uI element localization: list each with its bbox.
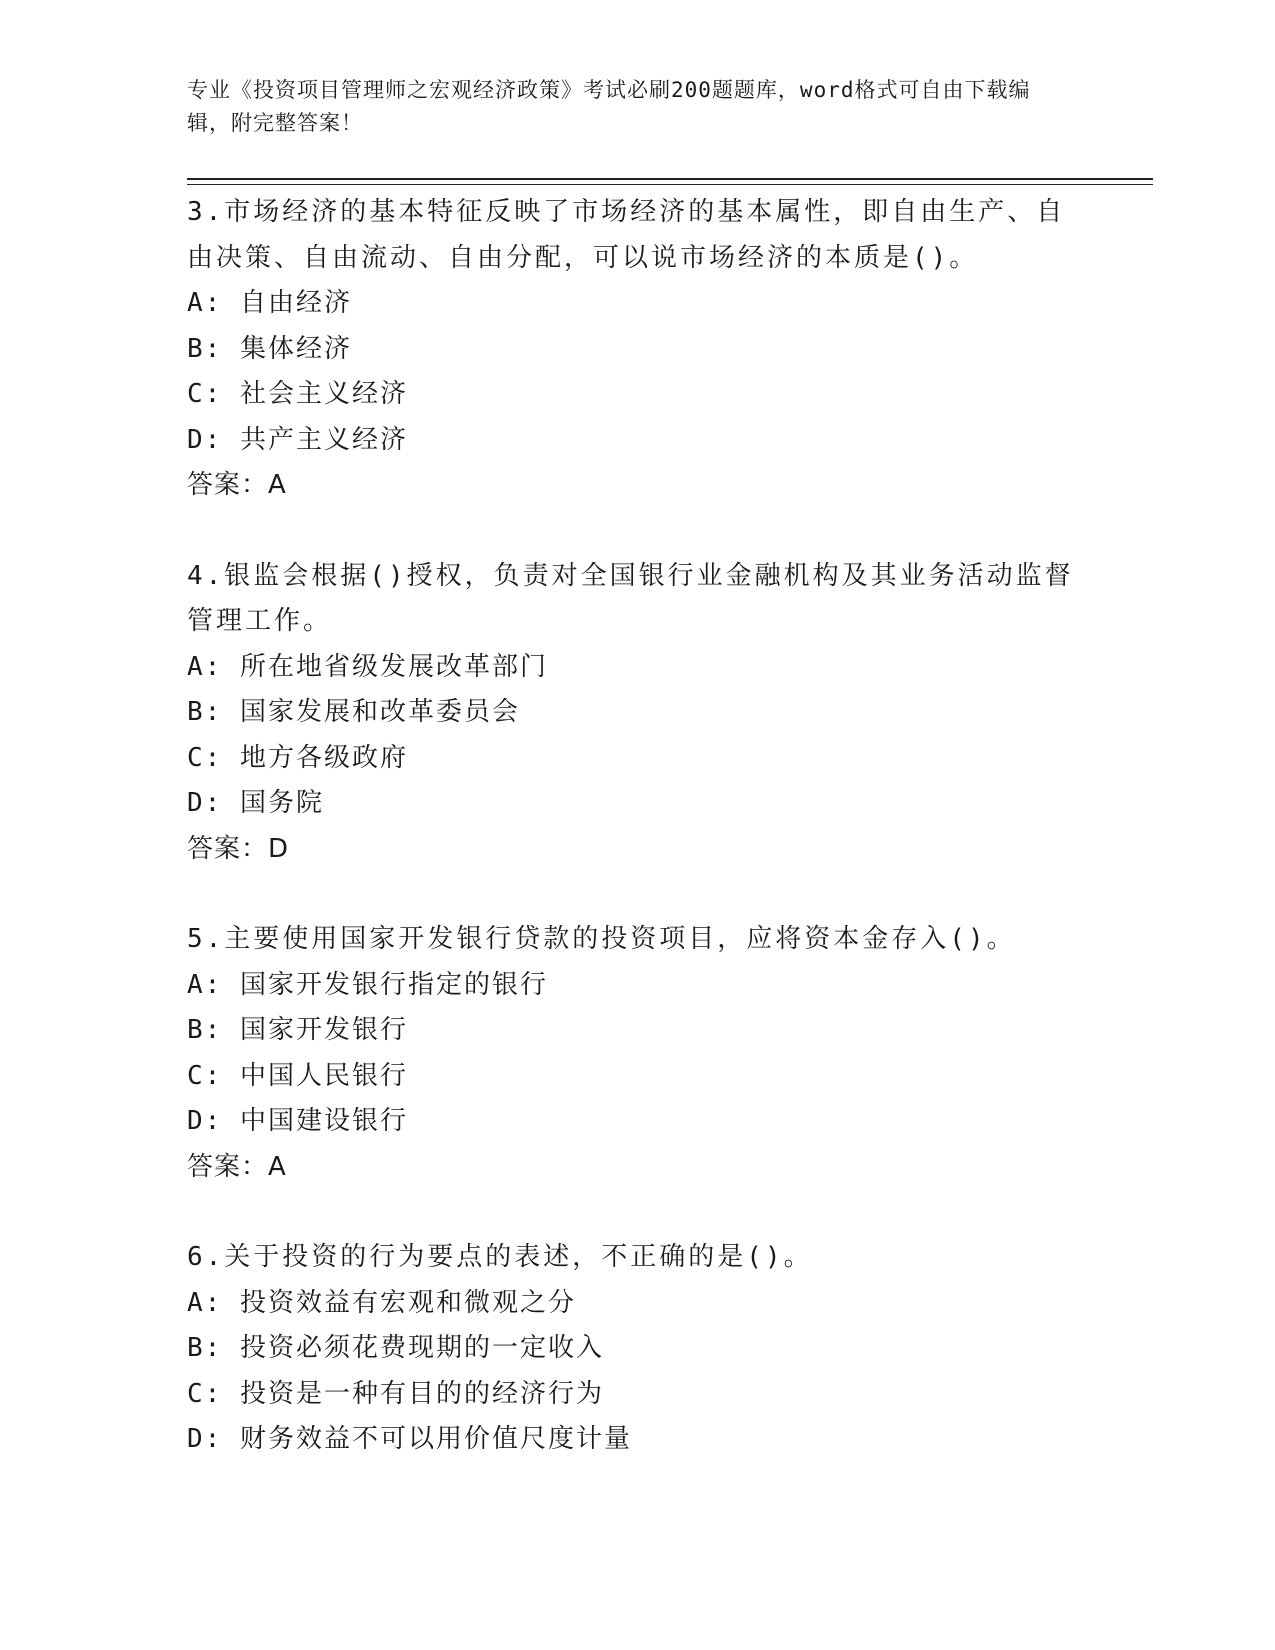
option-d: D: 共产主义经济: [187, 424, 408, 455]
option-c: C: 中国人民银行: [187, 1060, 408, 1091]
question-stem: 4.银监会根据()授权，负责对全国银行业金融机构及其业务活动监督管理工作。: [187, 560, 1074, 636]
question-list: [187, 190, 1087, 1508]
option-a: A: 国家开发银行指定的银行: [187, 969, 548, 1000]
question-3: [187, 190, 1087, 509]
option-b: B: 集体经济: [187, 333, 352, 364]
question-5: [187, 917, 1087, 1190]
option-b: B: 国家开发银行: [187, 1015, 408, 1045]
question-stem: 3.市场经济的基本特征反映了市场经济的基本属性，即自由生产、自由决策、自由流动、自由分配，可以说市场经济的本质是()。: [187, 197, 1066, 273]
answer: 答案：A: [187, 1151, 287, 1182]
option-a: A: 自由经济: [187, 288, 352, 318]
option-d: D: 中国建设银行: [187, 1106, 408, 1136]
answer: 答案：A: [187, 470, 287, 500]
option-a: A: 所在地省级发展改革部门: [187, 651, 548, 682]
option-c: C: 投资是一种有目的的经济行为: [187, 1378, 604, 1409]
question-stem: 6.关于投资的行为要点的表述，不正确的是()。: [187, 1242, 813, 1272]
option-b: B: 投资必须花费现期的一定收入: [187, 1333, 604, 1363]
header-divider: [187, 178, 1153, 185]
document-header: 专业《投资项目管理师之宏观经济政策》考试必刷200题题库，word格式可自由下载编辑，附完整答案！: [187, 78, 1031, 135]
option-c: C: 社会主义经济: [187, 379, 408, 409]
answer: 答案：D: [187, 833, 290, 864]
option-b: B: 国家发展和改革委员会: [187, 697, 520, 727]
option-d: D: 财务效益不可以用价值尺度计量: [187, 1424, 632, 1454]
option-c: C: 地方各级政府: [187, 742, 408, 773]
question-6: [187, 1235, 1087, 1463]
question-stem: 5.主要使用国家开发银行贷款的投资项目，应将资本金存入()。: [187, 924, 1016, 954]
option-d: D: 国务院: [187, 788, 324, 818]
question-4: [187, 554, 1087, 873]
option-a: A: 投资效益有宏观和微观之分: [187, 1287, 576, 1318]
